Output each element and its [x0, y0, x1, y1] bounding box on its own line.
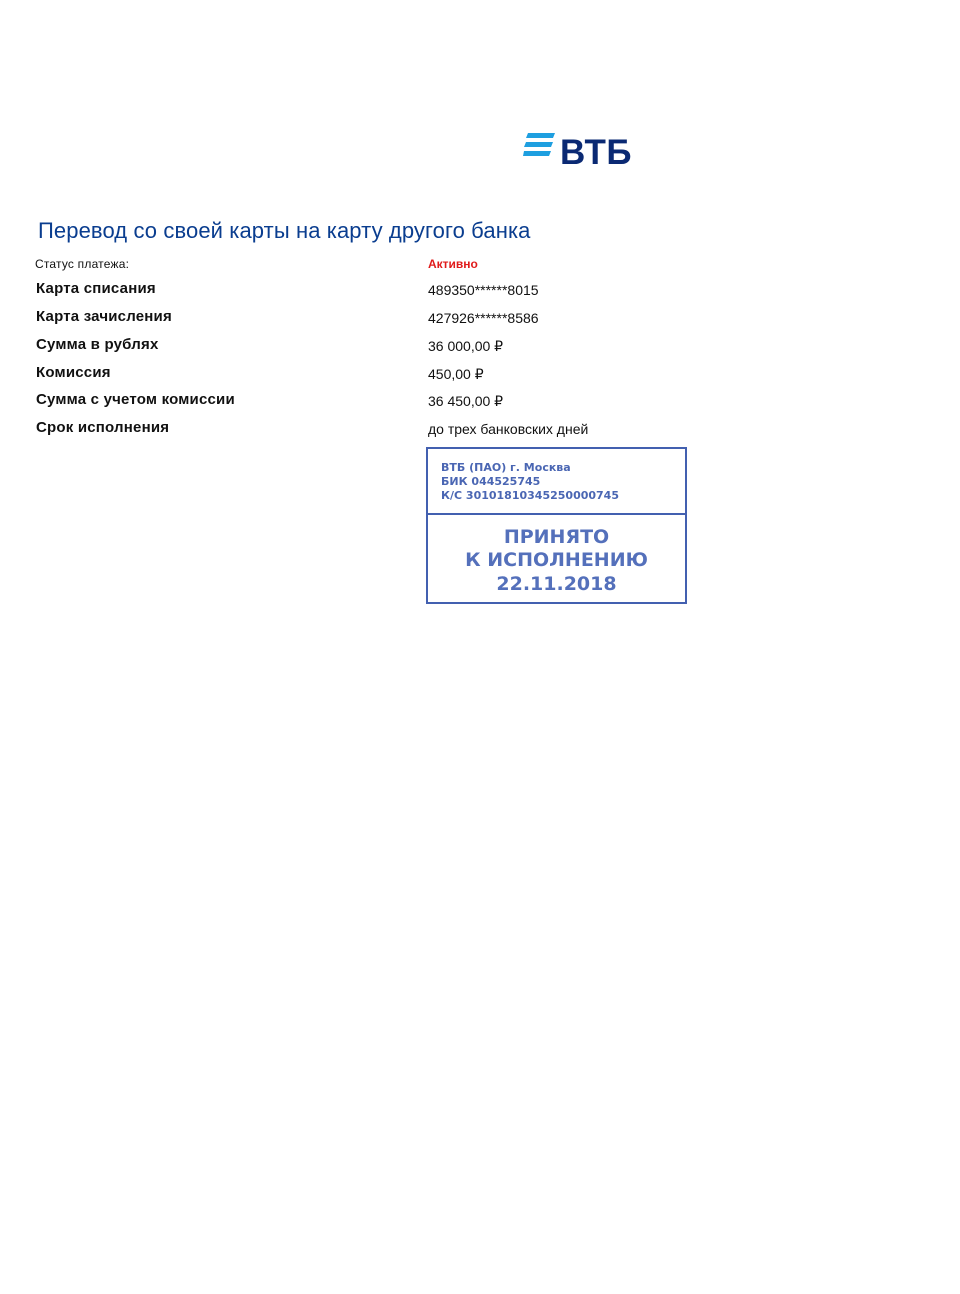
field-label: Сумма в рублях — [36, 336, 159, 353]
status-row — [0, 256, 960, 280]
vtb-logo — [523, 131, 635, 173]
vtb-logo-text: ВТБ — [560, 133, 632, 172]
bank-stamp — [426, 447, 687, 604]
field-value: 36 000,00 ₽ — [428, 338, 504, 354]
stamp-status-line2: К ИСПОЛНЕНИЮ — [465, 549, 648, 571]
field-row-amount — [0, 335, 960, 359]
field-label: Комиссия — [36, 364, 111, 381]
field-value: 489350******8015 — [428, 282, 539, 298]
stamp-date: 22.11.2018 — [496, 573, 617, 595]
field-label: Срок исполнения — [36, 419, 170, 436]
field-row-total — [0, 390, 960, 414]
stamp-status-line1: ПРИНЯТО — [503, 526, 610, 548]
field-value: 450,00 ₽ — [428, 366, 484, 382]
field-row-fee — [0, 363, 960, 387]
field-value: 36 450,00 ₽ — [428, 393, 504, 409]
page-title: Перевод со своей карты на карту другого банка — [38, 218, 531, 243]
field-row-term — [0, 418, 960, 442]
field-value: до трех банковских дней — [428, 421, 589, 437]
stamp-ks-line: К/С 30101810345250000745 — [441, 489, 619, 502]
field-label: Сумма с учетом комиссии — [36, 391, 235, 408]
field-row-debit-card — [0, 279, 960, 303]
field-label: Карта зачисления — [36, 308, 172, 325]
stamp-bik-line: БИК 044525745 — [441, 475, 541, 488]
field-value: 427926******8586 — [428, 310, 539, 326]
field-label: Карта списания — [36, 280, 156, 297]
vtb-stripes-icon — [523, 132, 555, 158]
stamp-bank-line: ВТБ (ПАО) г. Москва — [441, 461, 571, 474]
field-row-credit-card — [0, 307, 960, 331]
status-badge: Активно — [428, 257, 478, 271]
stamp-header — [428, 449, 685, 515]
status-label: Статус платежа: — [35, 257, 130, 271]
